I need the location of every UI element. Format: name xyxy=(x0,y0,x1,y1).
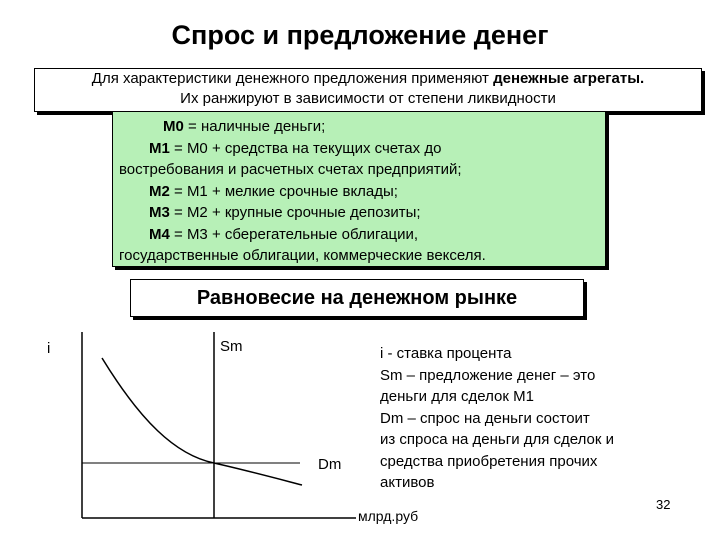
aggregate-code: М3 xyxy=(149,204,170,221)
aggregate-code: М4 xyxy=(149,225,170,243)
aggregate-text: = М2 + крупные срочные депозиты; xyxy=(169,204,421,221)
y-axis-label: i xyxy=(47,340,51,357)
equilibrium-title: Равновесие на денежном рынке xyxy=(130,279,584,317)
intro-line-1-bold: денежные агрегаты. xyxy=(493,70,645,87)
page-title: Спрос и предложение денег xyxy=(171,20,549,50)
legend-line: деньги для сделок М1 xyxy=(380,388,534,405)
legend-line: средства приобретения прочих xyxy=(380,452,598,470)
supply-label: Sm xyxy=(220,338,243,355)
legend-line: из спроса на деньги для сделок и xyxy=(380,431,615,448)
intro-line-1-text: Для характеристики денежного предложения применяют xyxy=(91,70,489,87)
x-axis-label: млрд.руб xyxy=(358,508,419,524)
demand-curve xyxy=(102,358,302,485)
aggregate-text: = М3 + сберегательные облигации, xyxy=(169,225,419,243)
aggregate-code: М2 xyxy=(149,182,170,200)
legend-line: активов xyxy=(380,474,435,491)
legend-line: Dm – спрос на деньги состоит xyxy=(380,409,590,427)
aggregate-text: = М0 + средства на текущих счетах до xyxy=(169,139,442,157)
aggregate-text: = М1 + мелкие срочные вклады; xyxy=(169,182,398,200)
legend-line: Sm – предложение денег – это xyxy=(380,366,596,384)
legend xyxy=(380,343,680,494)
page-number: 32 xyxy=(656,497,671,512)
legend-line: i - ставка процента xyxy=(380,345,512,362)
aggregate-text: востребования и расчетных счетах предприятий; xyxy=(119,161,462,178)
demand-label: Dm xyxy=(318,456,342,473)
aggregate-code: М0 xyxy=(163,118,184,135)
intro-line-2: Их ранжируют в зависимости от степени ликвидности xyxy=(180,90,556,107)
aggregate-text: = наличные деньги; xyxy=(183,118,326,135)
aggregate-code: М1 xyxy=(149,139,170,157)
aggregate-text: государственные облигации, коммерческие векселя. xyxy=(119,247,486,264)
